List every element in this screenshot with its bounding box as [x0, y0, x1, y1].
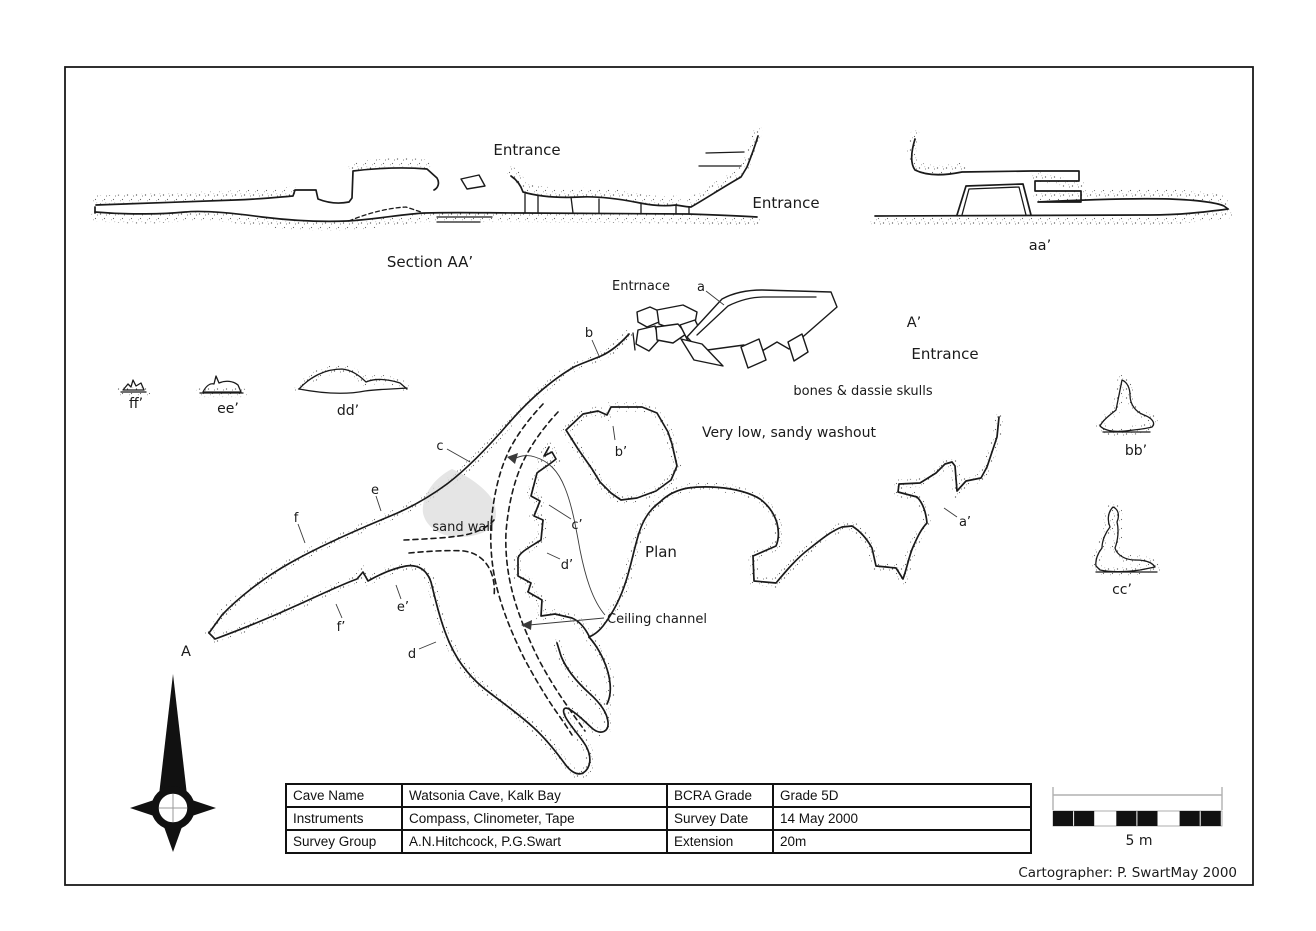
cell-instruments-label: Instruments: [286, 807, 402, 830]
cross-section-cc: [1096, 507, 1157, 572]
label-plan-caption: Plan: [645, 543, 677, 561]
cell-instruments-value: Compass, Clinometer, Tape: [402, 807, 667, 830]
station-label-d: d: [407, 647, 417, 662]
cell-extension-label: Extension: [667, 830, 773, 853]
scale-bar-label: 5 m: [1125, 833, 1153, 849]
cell-survey-date-label: Survey Date: [667, 807, 773, 830]
cartographer-credit: Cartographer: P. SwartMay 2000: [1018, 865, 1237, 881]
cross-section-dd: [299, 369, 407, 393]
label-section-caption: Section AA’: [386, 253, 474, 271]
station-label-d-prime: d’: [560, 558, 574, 573]
section-aa2-drawing: [875, 134, 1228, 221]
cell-survey-group-value: A.N.Hitchcock, P.G.Swart: [402, 830, 667, 853]
cross-section-ee: [200, 376, 243, 393]
label-cross-section-ee: ee’: [217, 401, 239, 417]
label-note-ceiling-channel: Ceiling channel: [607, 612, 707, 627]
north-arrow: [130, 674, 216, 852]
cell-cave-name-label: Cave Name: [286, 784, 402, 807]
plan-walls: [209, 333, 999, 774]
section-aa-drawing: [95, 131, 758, 226]
label-note-sand-wall: sand wall: [432, 520, 494, 535]
cell-survey-group-label: Survey Group: [286, 830, 402, 853]
station-leaders: [298, 291, 957, 649]
label-cross-section-cc: cc’: [1112, 582, 1132, 598]
station-label-a-prime: a’: [958, 515, 972, 530]
label-plan-entrance: Entrance: [911, 345, 979, 363]
cell-bcra-grade-value: Grade 5D: [773, 784, 1031, 807]
cell-cave-name-value: Watsonia Cave, Kalk Bay: [402, 784, 667, 807]
station-label-f-prime: f’: [336, 620, 346, 635]
station-label-b: b: [584, 326, 594, 341]
cell-extension-value: 20m: [773, 830, 1031, 853]
station-label-b-prime: b’: [614, 445, 628, 460]
station-label-e-prime: e’: [396, 600, 410, 615]
cross-section-ff: [121, 380, 146, 392]
label-cross-section-bb: bb’: [1124, 443, 1148, 459]
label-cross-section-dd: dd’: [336, 403, 360, 419]
label-section-entrance-right: Entrance: [752, 194, 820, 212]
label-cross-section-ff: ff’: [128, 396, 144, 412]
station-label-e: e: [371, 483, 379, 498]
cell-bcra-grade-label: BCRA Grade: [667, 784, 773, 807]
map-border: [65, 67, 1253, 885]
label-endpoint-a: A: [181, 644, 191, 660]
station-label-f: f: [293, 511, 299, 526]
label-endpoint-a-prime: A’: [906, 315, 922, 331]
cross-section-bb: [1100, 380, 1154, 432]
scale-bar: [1053, 787, 1222, 826]
entrance-slab: [681, 290, 837, 368]
survey-data-table: [285, 783, 1032, 854]
label-section-entrance-left: Entrance: [493, 141, 561, 159]
label-plan-entrance-top: Entrnace: [611, 279, 671, 294]
cell-survey-date-value: 14 May 2000: [773, 807, 1031, 830]
table-row: [286, 807, 1031, 830]
table-row: [286, 830, 1031, 853]
label-note-bones: bones & dassie skulls: [793, 384, 933, 399]
table-row: [286, 784, 1031, 807]
label-note-washout: Very low, sandy washout: [702, 425, 876, 441]
station-label-c: c: [436, 439, 444, 454]
station-label-a: a: [697, 280, 705, 295]
map-labels: [129, 141, 1237, 881]
label-section-aa2: aa’: [1028, 238, 1052, 254]
station-label-c-prime: c’: [571, 518, 583, 533]
